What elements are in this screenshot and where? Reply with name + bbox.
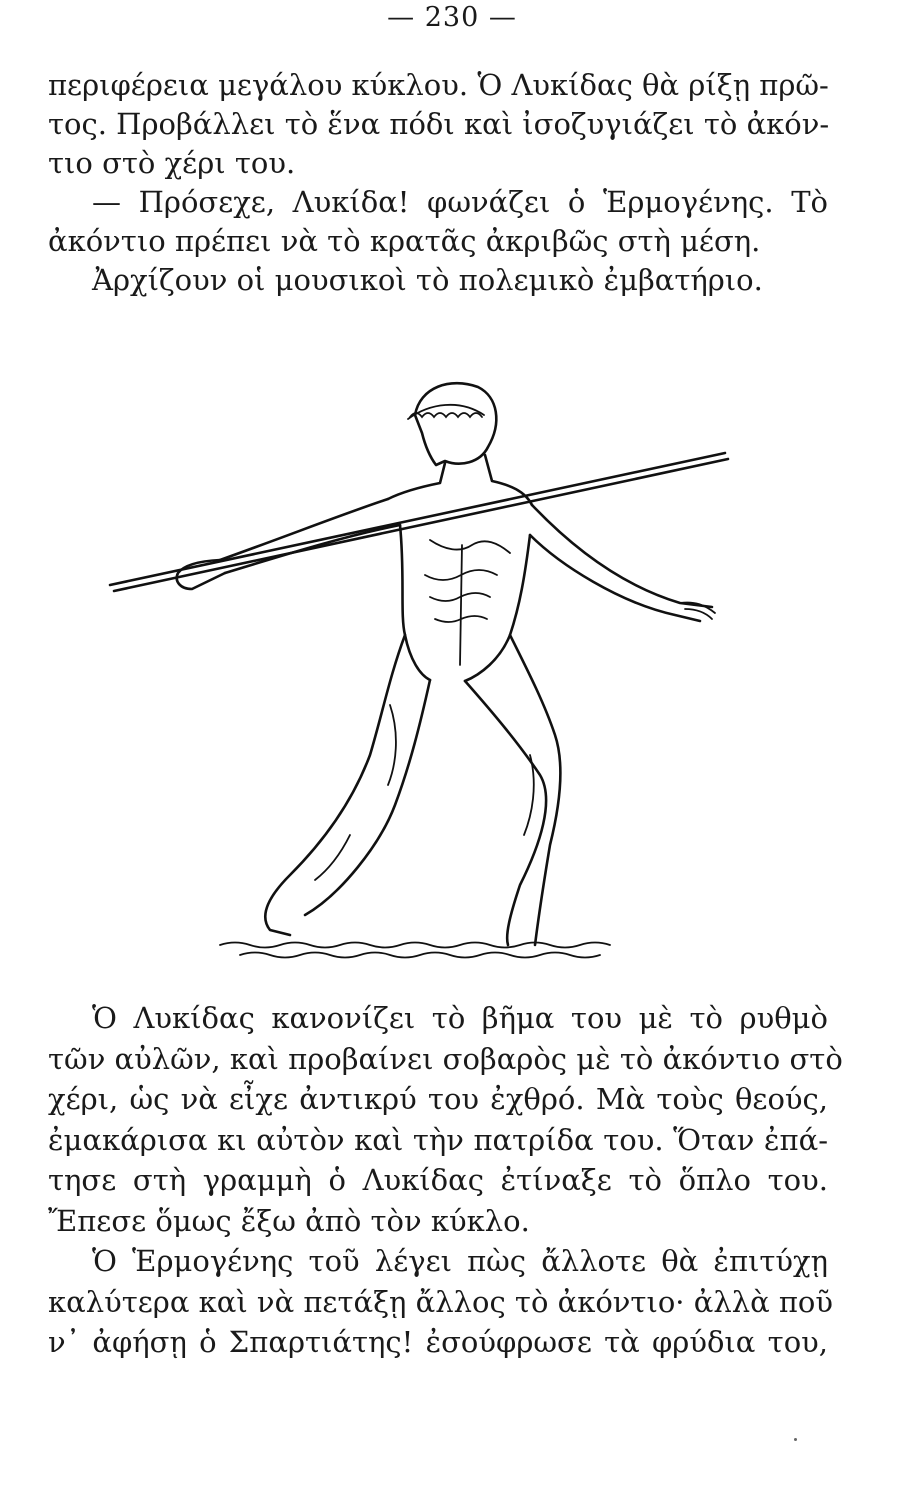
text-line: καλύτερα καὶ νὰ πετάξῃ ἄλλος τὸ ἀκόντιο· ἀλλὰ ποῦ [48, 1284, 834, 1319]
text-line: χέρι, ὡς νὰ εἶχε ἀντικρύ του ἐχθρό. Μὰ τοὺς θεούς, [48, 1082, 828, 1116]
hair-curls [410, 413, 482, 417]
head [415, 383, 496, 465]
paragraph [48, 66, 828, 183]
text-line: τος. Προβάλλει τὸ ἕνα πόδι καὶ ἰσοζυγιάζει τὸ ἀκόν- [48, 107, 830, 141]
text-line: — Πρόσεχε, Λυκίδα! φωνάζει ὁ Ἑρμογένης. Τὸ [92, 185, 828, 219]
text-line: τῶν αὐλῶν, καὶ προβαίνει σοβαρὸς μὲ τὸ ἀκόντιο στὸ [48, 1041, 843, 1076]
text-line: τησε στὴ γραμμὴ ὁ Λυκίδας ἐτίναξε τὸ ὅπλο του. [48, 1163, 828, 1197]
legs [265, 635, 560, 945]
paragraph [48, 183, 828, 261]
page-number: — 230 — [387, 2, 517, 33]
paragraph [48, 261, 828, 300]
bottom-text-block [48, 998, 843, 1363]
chest-muscles [425, 540, 510, 665]
text-line: περιφέρεια μεγάλου κύκλου. Ὁ Λυκίδας θὰ ρίξῃ πρῶ- [48, 68, 829, 102]
leg-muscles [315, 705, 534, 880]
javelin-thrower-drawing [100, 375, 740, 975]
ground-waves [220, 943, 610, 958]
javelin-thrower-illustration [100, 375, 740, 975]
text-line: Ἀρχίζουν οἱ μουσικοὶ τὸ πολεμικὸ ἐμβατήριο. [92, 263, 763, 297]
text-line: τιο στὸ χέρι του. [48, 146, 296, 180]
javelin [114, 459, 728, 591]
paragraph [48, 998, 843, 1241]
text-line: Ὁ Ἑρμογένης τοῦ λέγει πὼς ἄλλοτε θὰ ἐπιτύχῃ [92, 1244, 828, 1278]
top-text-block [48, 66, 828, 300]
text-line: Ὁ Λυκίδας κανονίζει τὸ βῆμα του μὲ τὸ ρυθμὸ [92, 1001, 828, 1035]
text-line: ἐμακάρισα κι αὐτὸν καὶ τὴν πατρίδα του. Ὅταν ἐπά- [48, 1122, 828, 1157]
text-line: Ἔπεσε ὅμως ἔξω ἀπὸ τὸν κύκλο. [48, 1203, 530, 1238]
text-line: ἀκόντιο πρέπει νὰ τὸ κρατᾶς ἀκριβῶς στὴ μέση. [48, 224, 761, 258]
text-line: ν᾽ ἀφήσῃ ὁ Σπαρτιάτης! ἐσούφρωσε τὰ φρύδια του, [48, 1325, 828, 1359]
javelin [110, 453, 725, 585]
front-arm [530, 505, 712, 621]
paragraph [48, 1241, 834, 1363]
print-speck [794, 1438, 797, 1441]
